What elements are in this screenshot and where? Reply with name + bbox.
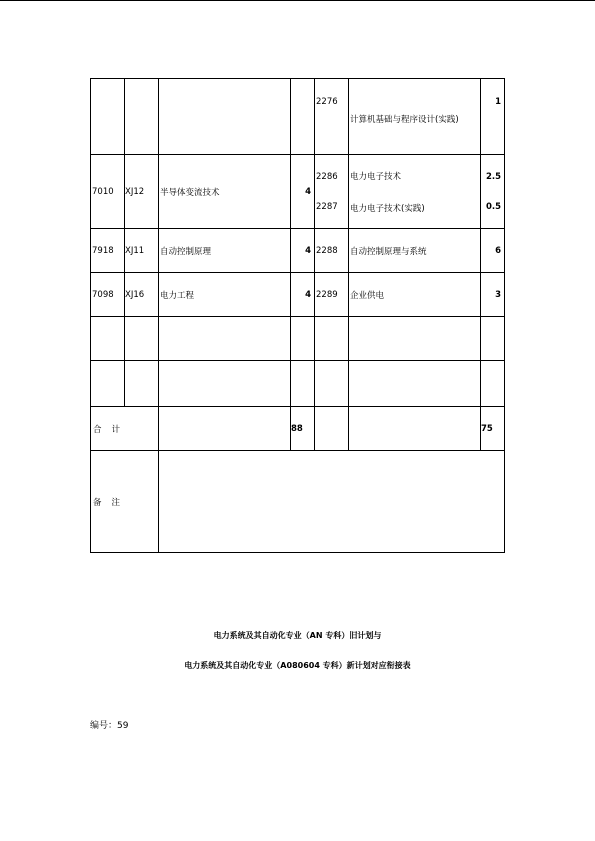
empty-cell <box>159 361 291 407</box>
old-name-cell: 自动控制原理 <box>159 229 291 273</box>
old-credit-cell: 4 <box>291 229 315 273</box>
empty-cell <box>315 361 349 407</box>
table-row-empty <box>91 361 505 407</box>
new-id-cell: 2289 <box>315 273 349 317</box>
doc-title-line-1: 电力系统及其自动化专业（AN 专科）旧计划与 <box>213 631 382 640</box>
total-label: 合计 <box>91 407 159 451</box>
empty-cell <box>481 361 505 407</box>
new-name-cell <box>349 155 481 229</box>
empty-cell <box>349 317 481 361</box>
new-credit: 1 <box>495 97 501 107</box>
empty-cell <box>315 407 349 451</box>
old-id-cell: 7918 <box>91 229 125 273</box>
old-code-cell <box>125 79 159 155</box>
new-id: 2286 <box>316 171 338 182</box>
new-credit-cell: 3 <box>481 273 505 317</box>
new-credit: 0.5 <box>485 201 501 212</box>
empty-cell <box>315 317 349 361</box>
new-id-cell <box>315 79 349 155</box>
notes-label: 备注 <box>91 451 159 553</box>
new-name-cell: 自动控制原理与系统 <box>349 229 481 273</box>
notes-row <box>91 451 505 553</box>
new-name-cell: 企业供电 <box>349 273 481 317</box>
old-id-cell <box>91 79 125 155</box>
old-name-cell: 电力工程 <box>159 273 291 317</box>
empty-cell <box>349 407 481 451</box>
table-row-empty <box>91 317 505 361</box>
new-id-cell <box>315 155 349 229</box>
old-code-cell: XJ11 <box>125 229 159 273</box>
serial-number: 编号：59 <box>90 721 129 731</box>
doc-title-line-2: 电力系统及其自动化专业（A080604 专科）新计划对应衔接表 <box>184 661 411 670</box>
old-id-cell: 7098 <box>91 273 125 317</box>
empty-cell <box>291 361 315 407</box>
page-top-rule <box>0 0 595 1</box>
table-row <box>91 273 505 317</box>
empty-cell <box>125 317 159 361</box>
empty-cell <box>291 317 315 361</box>
old-name-cell <box>159 79 291 155</box>
empty-cell <box>481 317 505 361</box>
new-id: 2276 <box>316 97 338 107</box>
new-name: 电力电子技术 <box>350 171 402 182</box>
empty-cell <box>159 407 291 451</box>
old-credit-cell: 4 <box>291 273 315 317</box>
new-credit-cell <box>481 79 505 155</box>
total-old-credits: 88 <box>291 407 315 451</box>
total-new-credits: 75 <box>481 407 505 451</box>
total-row <box>91 407 505 451</box>
new-credit-cell: 6 <box>481 229 505 273</box>
new-credit-cell <box>481 155 505 229</box>
empty-cell <box>91 361 125 407</box>
empty-cell <box>159 317 291 361</box>
new-name-cell <box>349 79 481 155</box>
old-code-cell: XJ16 <box>125 273 159 317</box>
old-credit-cell <box>291 79 315 155</box>
empty-cell <box>349 361 481 407</box>
notes-value <box>159 451 505 553</box>
table-row <box>91 229 505 273</box>
new-name: 计算机基础与程序设计(实践) <box>350 115 459 125</box>
table-row <box>91 155 505 229</box>
new-name: 电力电子技术(实践) <box>350 203 425 214</box>
new-id: 2287 <box>316 201 338 212</box>
old-credit-cell: 4 <box>291 155 315 229</box>
table-row <box>91 79 505 155</box>
new-credit: 2.5 <box>485 171 501 182</box>
new-id-cell: 2288 <box>315 229 349 273</box>
old-code-cell: XJ12 <box>125 155 159 229</box>
old-id-cell: 7010 <box>91 155 125 229</box>
empty-cell <box>91 317 125 361</box>
empty-cell <box>125 361 159 407</box>
old-name-cell: 半导体变流技术 <box>159 155 291 229</box>
course-mapping-table <box>90 78 505 553</box>
